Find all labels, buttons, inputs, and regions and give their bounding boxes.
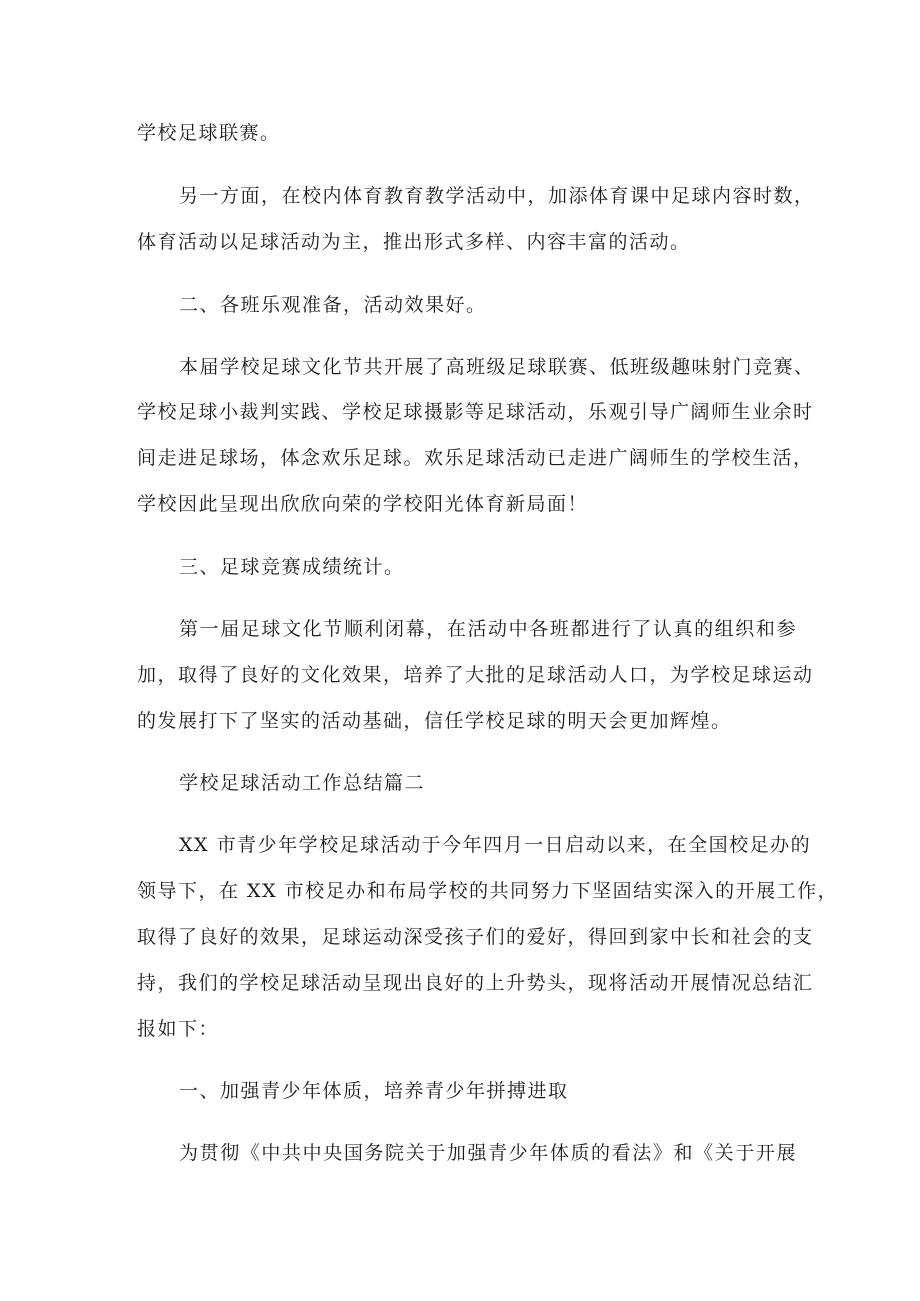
- text-line-3: 体育活动以足球活动为主，推出形式多样、内容丰富的活动。: [137, 231, 691, 253]
- section-heading-3: 三、足球竞赛成绩统计。: [179, 556, 405, 578]
- text-line-8: 学校因此呈现出欣欣向荣的学校阳光体育新局面！: [137, 493, 589, 515]
- text-line-7: 间走进足球场，体念欢乐足球。欢乐足球活动已走进广阔师生的学校生活，: [137, 447, 814, 469]
- text-line-20: 为贯彻《中共中央国务院关于加强青少年体质的看法》和《关于开展: [179, 1142, 797, 1164]
- section-heading-2: 二、各班乐观准备，活动效果好。: [179, 294, 487, 316]
- text-line-16: 取得了良好的效果，足球运动深受孩子们的爱好，得回到家中长和社会的支: [137, 926, 814, 948]
- text-line-5: 本届学校足球文化节共开展了高班级足球联赛、低班级趣味射门竞赛、: [179, 356, 815, 378]
- text-line-14: XX 市青少年学校足球活动于今年四月一日启动以来，在全国校足办的: [179, 834, 812, 856]
- text-line-6: 学校足球小裁判实践、学校足球摄影等足球活动，乐观引导广阔师生业余时: [137, 401, 814, 423]
- article-subtitle: 学校足球活动工作总结篇二: [179, 772, 426, 794]
- text-line-10: 第一届足球文化节顺利闭幕，在活动中各班都进行了认真的组织和参: [179, 618, 797, 640]
- section-heading-4: 一、加强青少年体质，培养青少年拼搏进取: [179, 1080, 569, 1102]
- text-line-12: 的发展打下了坚实的活动基础，信任学校足球的明天会更加辉煌。: [137, 710, 732, 732]
- text-line-11: 加，取得了良好的文化效果，培养了大批的足球活动人口，为学校足球运动: [137, 664, 814, 686]
- text-line-18: 报如下：: [137, 1018, 220, 1040]
- text-line-17: 持，我们的学校足球活动呈现出良好的上升势头，现将活动开展情况总结汇: [137, 972, 814, 994]
- text-line-2: 另一方面，在校内体育教育教学活动中，加添体育课中足球内容时数，: [179, 185, 815, 207]
- text-line-15: 领导下，在 XX 市校足办和布局学校的共同努力下坚固结实深入的开展工作，: [137, 880, 839, 902]
- text-line-1: 学校足球联赛。: [137, 122, 281, 144]
